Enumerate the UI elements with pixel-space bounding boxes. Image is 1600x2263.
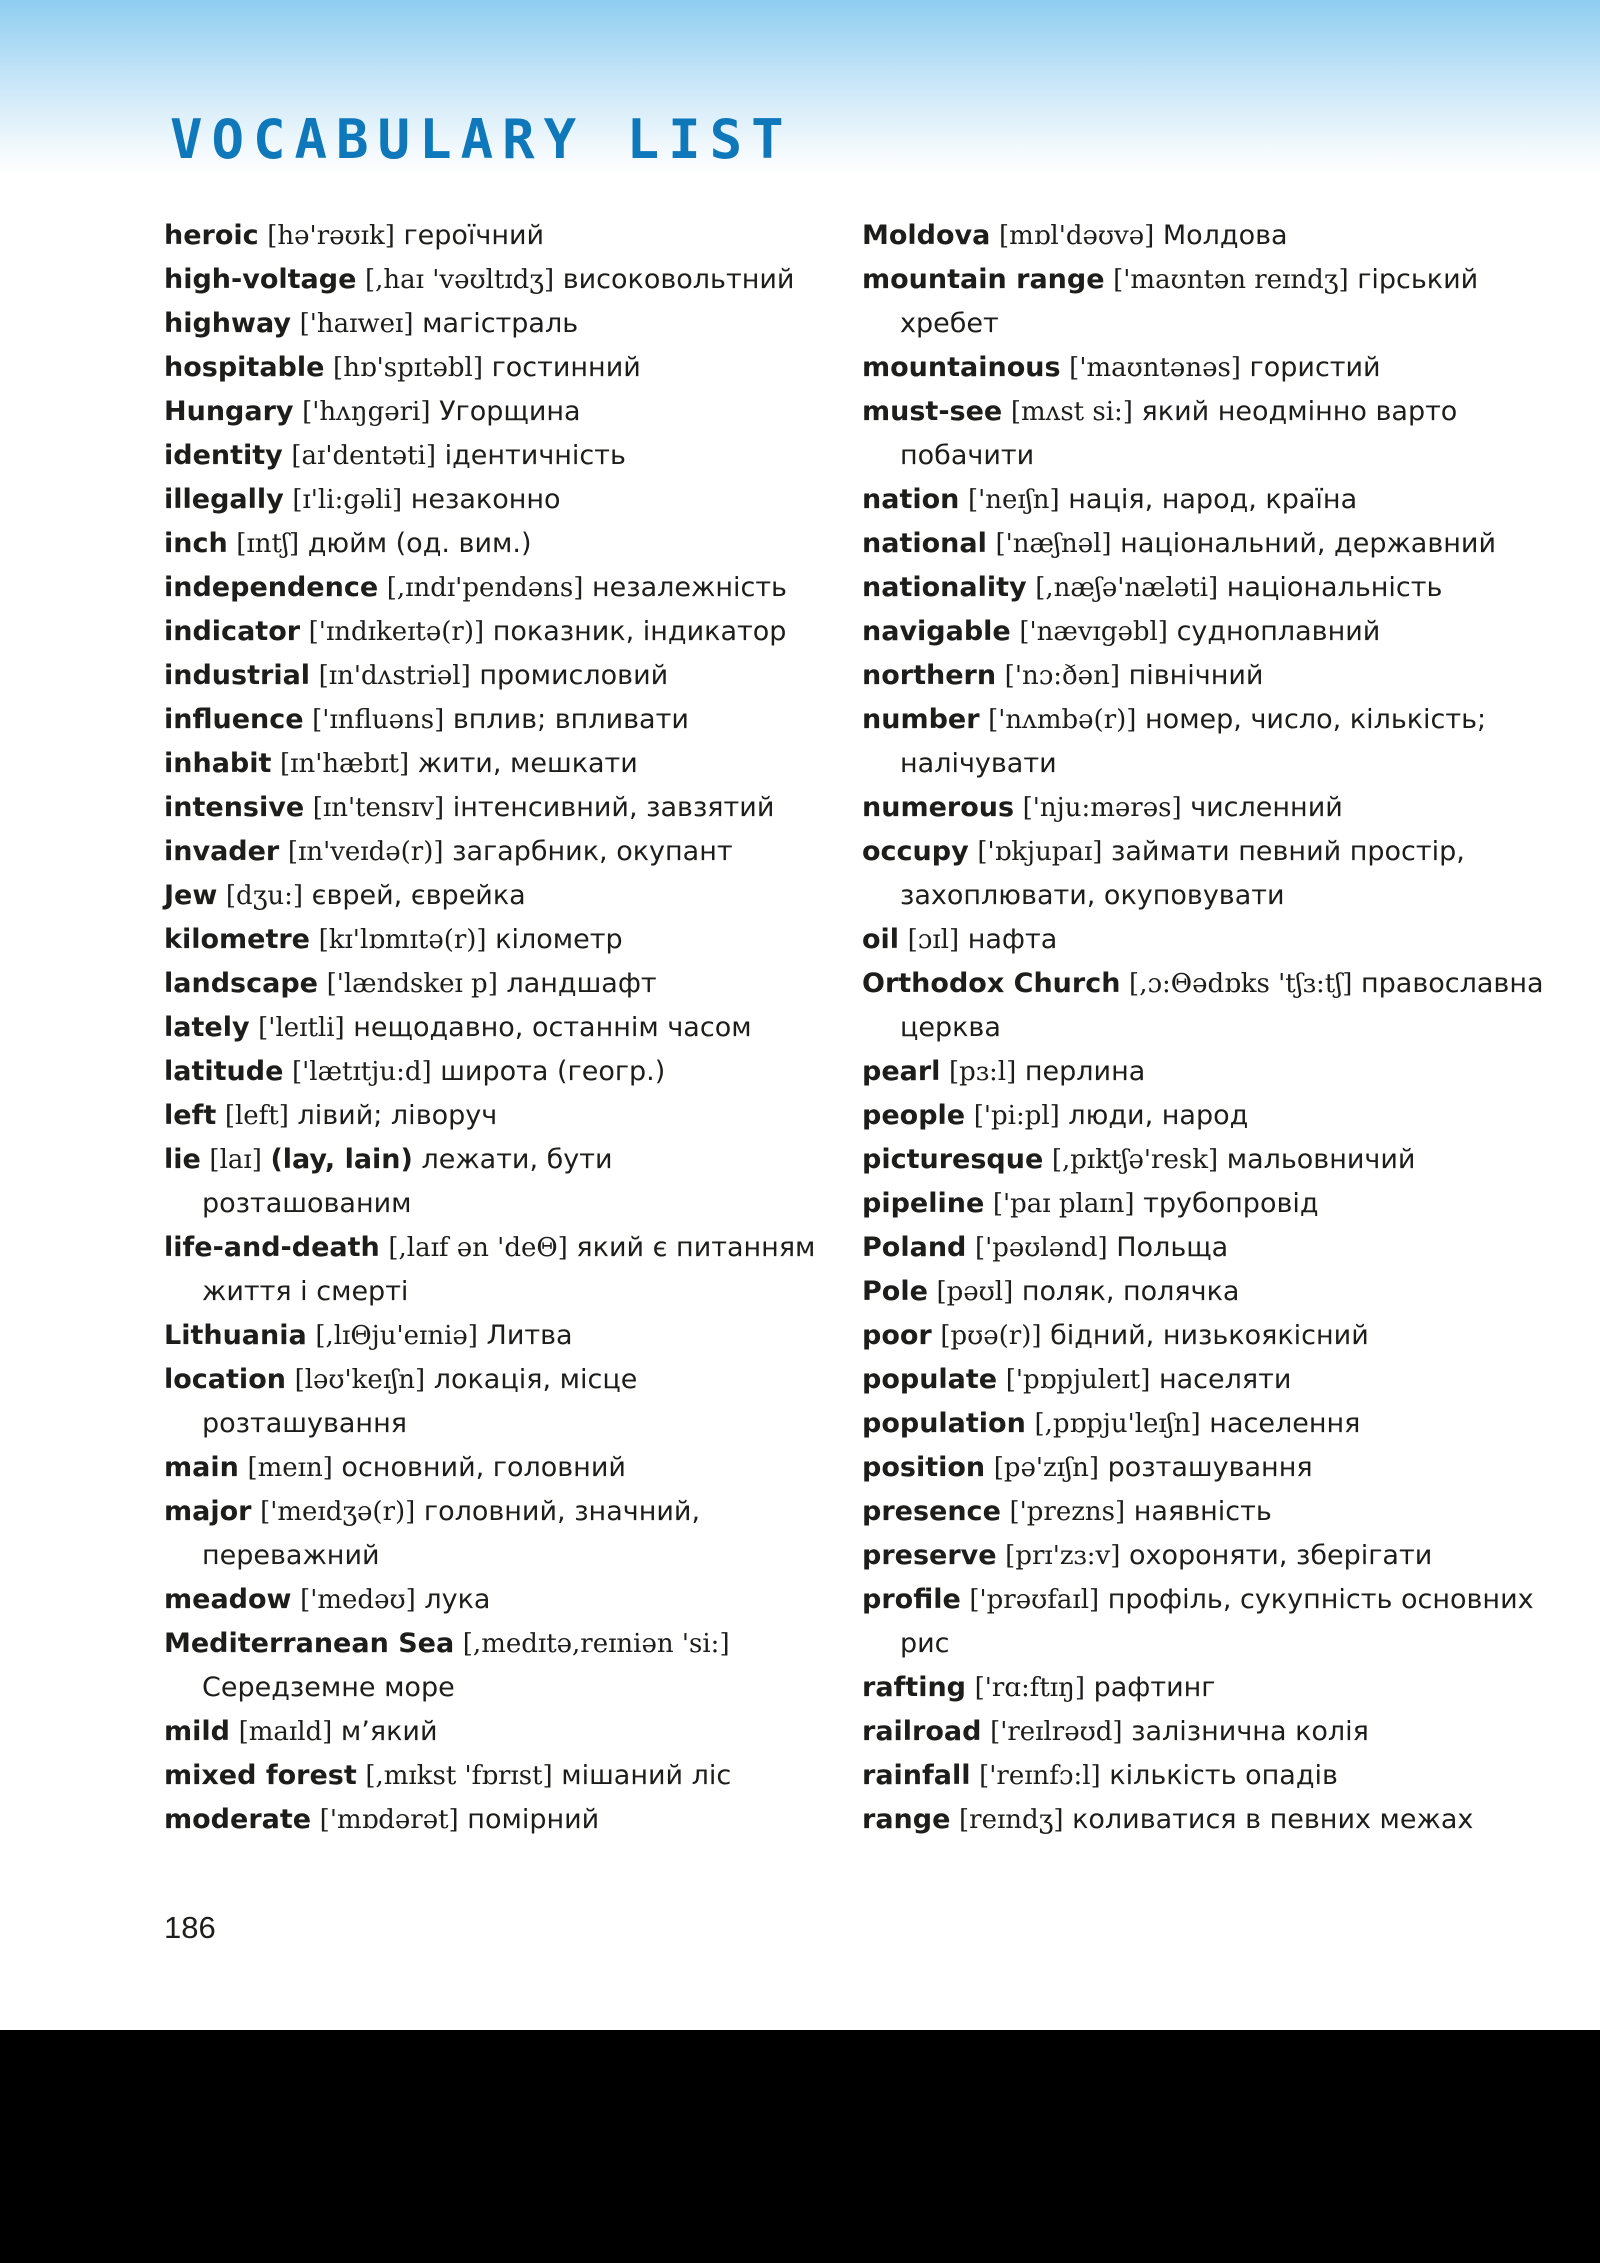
vocabulary-entry xyxy=(862,390,1562,478)
vocabulary-entry xyxy=(862,346,1562,390)
entry-transcription: ['nju:mərəs] xyxy=(1022,793,1182,823)
entry-translation: нація, народ, країна xyxy=(1068,484,1358,515)
vocabulary-entry xyxy=(164,522,824,566)
vocabulary-entry xyxy=(164,258,824,302)
entry-transcription: ['prəʊfaɪl] xyxy=(969,1585,1100,1615)
entry-translation: мальовничий xyxy=(1226,1144,1416,1175)
vocabulary-entry xyxy=(862,1402,1562,1446)
entry-transcription: [aɪ'dentəti] xyxy=(291,441,437,471)
vocabulary-entry xyxy=(862,610,1562,654)
entry-word: Moldova xyxy=(862,220,991,251)
entry-transcription: [ɔɪl] xyxy=(907,925,960,955)
entry-word: left xyxy=(164,1100,217,1131)
entry-translation: який є питанням життя і смерті xyxy=(202,1232,816,1307)
vocabulary-entry xyxy=(164,654,824,698)
entry-translation: широта (геогр.) xyxy=(440,1056,666,1087)
vocabulary-entry xyxy=(164,566,824,610)
vocabulary-entry xyxy=(862,786,1562,830)
vocabulary-entry xyxy=(164,1226,824,1314)
entry-word: heroic xyxy=(164,220,259,251)
entry-word: independence xyxy=(164,572,379,603)
entry-transcription: [,pɪktʃə'resk] xyxy=(1051,1145,1219,1175)
entry-word: populate xyxy=(862,1364,998,1395)
entry-word: pipeline xyxy=(862,1188,985,1219)
entry-transcription: ['ɒkjupaɪ] xyxy=(977,837,1103,867)
entry-word: northern xyxy=(862,660,997,691)
entry-word: lately xyxy=(164,1012,250,1043)
entry-translation: національний, державний xyxy=(1120,528,1496,559)
vocabulary-entry xyxy=(862,1226,1562,1270)
entry-word: industrial xyxy=(164,660,311,691)
entry-transcription: ['pi:pl] xyxy=(973,1101,1060,1131)
entry-word: landscape xyxy=(164,968,318,999)
entry-word: latitude xyxy=(164,1056,284,1087)
entry-translation: Угорщина xyxy=(439,396,581,427)
entry-word: hospitable xyxy=(164,352,325,383)
vocabulary-entry xyxy=(164,1094,824,1138)
entry-translation: залізнична колія xyxy=(1131,1716,1369,1747)
vocabulary-entry xyxy=(164,1710,824,1754)
entry-translation: православна церква xyxy=(900,968,1544,1043)
entry-word: nationality xyxy=(862,572,1027,603)
vocabulary-entry xyxy=(164,346,824,390)
entry-word: identity xyxy=(164,440,283,471)
entry-transcription: [,pɒpju'leɪʃn] xyxy=(1034,1409,1201,1439)
entry-word: influence xyxy=(164,704,304,735)
vocabulary-entry xyxy=(862,258,1562,346)
vocabulary-entry xyxy=(164,390,824,434)
entry-word: meadow xyxy=(164,1584,292,1615)
entry-translation: Молдова xyxy=(1162,220,1288,251)
vocabulary-entry xyxy=(164,918,824,962)
entry-translation: помірний xyxy=(467,1804,600,1835)
vocabulary-column-right xyxy=(862,214,1562,1842)
entry-translation: незалежність xyxy=(591,572,787,603)
vocabulary-entry xyxy=(862,1358,1562,1402)
entry-word: kilometre xyxy=(164,924,310,955)
entry-transcription: [ɪn'hæbɪt] xyxy=(280,749,410,779)
entry-transcription: [,ɪndɪ'pendəns] xyxy=(386,573,584,603)
vocabulary-entry xyxy=(862,1314,1562,1358)
entry-word: pearl xyxy=(862,1056,941,1087)
entry-word: national xyxy=(862,528,987,559)
entry-transcription: [dʒu:] xyxy=(225,881,304,911)
vocabulary-entry xyxy=(862,830,1562,918)
vocabulary-entry xyxy=(164,1490,824,1578)
entry-translation: наявність xyxy=(1133,1496,1272,1527)
entry-translation: героїчний xyxy=(403,220,545,251)
vocabulary-entry xyxy=(862,1710,1562,1754)
entry-transcription: [pɜ:l] xyxy=(949,1057,1017,1087)
entry-word: Lithuania xyxy=(164,1320,307,1351)
entry-word: rafting xyxy=(862,1672,966,1703)
vocabulary-entry xyxy=(164,1006,824,1050)
entry-word: must-see xyxy=(862,396,1003,427)
entry-transcription: ['lændskeɪ p] xyxy=(326,969,498,999)
vocabulary-column-left xyxy=(164,214,824,1842)
entry-word: Orthodox Church xyxy=(862,968,1121,999)
entry-transcription: ['medəʊ] xyxy=(300,1585,416,1615)
vocabulary-entry xyxy=(164,786,824,830)
entry-transcription: [pəʊl] xyxy=(936,1277,1014,1307)
vocabulary-entry xyxy=(862,1578,1562,1666)
vocabulary-entry xyxy=(164,1798,824,1842)
entry-translation: Литва xyxy=(486,1320,573,1351)
entry-transcription: [meɪn] xyxy=(247,1453,333,1483)
vocabulary-entry xyxy=(862,1798,1562,1842)
vocabulary-entry xyxy=(164,434,824,478)
entry-transcription: ['næʃnəl] xyxy=(995,529,1112,559)
vocabulary-entry xyxy=(164,1578,824,1622)
entry-translation: рафтинг xyxy=(1093,1672,1216,1703)
entry-transcription: [,lɪΘju'eɪniə] xyxy=(315,1321,478,1351)
entry-transcription: ['neɪʃn] xyxy=(967,485,1060,515)
entry-translation: ландшафт xyxy=(506,968,657,999)
entry-word: high-voltage xyxy=(164,264,357,295)
entry-word: picturesque xyxy=(862,1144,1044,1175)
entry-word: inch xyxy=(164,528,228,559)
entry-translation: кількість опадів xyxy=(1109,1760,1338,1791)
entry-translation: локація, місце розташування xyxy=(202,1364,638,1439)
entry-transcription: ['nɔ:ðən] xyxy=(1004,661,1120,691)
entry-transcription: [ɪn'veɪdə(r)] xyxy=(287,837,444,867)
entry-transcription: ['ɪndɪkeɪtə(r)] xyxy=(308,617,485,647)
entry-translation: магістраль xyxy=(422,308,579,339)
entry-word: Mediterranean Sea xyxy=(164,1628,455,1659)
entry-translation: Середземне море xyxy=(202,1672,455,1703)
entry-transcription: ['rɑ:ftɪŋ] xyxy=(974,1673,1085,1703)
page-title: VOCABULARY LIST xyxy=(170,108,793,171)
entry-word: intensive xyxy=(164,792,305,823)
entry-transcription: [,mɪkst 'fɒrɪst] xyxy=(365,1761,553,1791)
entry-translation: профіль, сукупність основних рис xyxy=(900,1584,1534,1659)
entry-translation: показник, індикатор xyxy=(492,616,787,647)
entry-translation: промисловий xyxy=(479,660,669,691)
entry-word: profile xyxy=(862,1584,961,1615)
vocabulary-entry xyxy=(862,1182,1562,1226)
entry-translation: численний xyxy=(1190,792,1343,823)
entry-word: indicator xyxy=(164,616,301,647)
entry-transcription: [ɪntʃ] xyxy=(236,529,300,559)
entry-word: Pole xyxy=(862,1276,928,1307)
entry-transcription: [,medɪtə,reɪniən 'si:] xyxy=(462,1629,730,1659)
entry-translation: національність xyxy=(1226,572,1443,603)
entry-transcription: [prɪ'zɜ:v] xyxy=(1005,1541,1121,1571)
entry-translation: північний xyxy=(1128,660,1264,691)
vocabulary-entry xyxy=(164,742,824,786)
entry-translation: лежати, бути розташованим xyxy=(202,1144,613,1219)
entry-word: Poland xyxy=(862,1232,967,1263)
entry-word: lie xyxy=(164,1144,201,1175)
vocabulary-entry xyxy=(164,1754,824,1798)
entry-transcription: [pə'zɪʃn] xyxy=(993,1453,1100,1483)
vocabulary-entry xyxy=(862,566,1562,610)
vocabulary-entry xyxy=(862,654,1562,698)
entry-translation: номер, число, кількість; налічувати xyxy=(900,704,1487,779)
entry-word: location xyxy=(164,1364,286,1395)
entry-translation: трубопровід xyxy=(1143,1188,1319,1219)
entry-word: Hungary xyxy=(164,396,294,427)
entry-translation: нафта xyxy=(967,924,1058,955)
vocabulary-entry xyxy=(862,478,1562,522)
entry-word: population xyxy=(862,1408,1026,1439)
vocabulary-entry xyxy=(164,610,824,654)
entry-transcription: [reɪndʒ] xyxy=(959,1805,1064,1835)
entry-transcription: [pʊə(r)] xyxy=(940,1321,1042,1351)
entry-transcription: [mɒl'dəʊvə] xyxy=(998,221,1155,251)
vocabulary-entry xyxy=(862,1534,1562,1578)
entry-grammar-forms: (lay, lain) xyxy=(270,1144,413,1175)
entry-translation: судноплавний xyxy=(1176,616,1381,647)
entry-transcription: ['ɪnfluəns] xyxy=(312,705,445,735)
entry-word: inhabit xyxy=(164,748,272,779)
entry-translation: ідентичність xyxy=(444,440,626,471)
entry-word: railroad xyxy=(862,1716,982,1747)
entry-transcription: [laɪ] xyxy=(209,1145,262,1175)
vocabulary-entry xyxy=(164,962,824,1006)
entry-transcription: ['hʌŋgəri] xyxy=(302,397,431,427)
vocabulary-entry xyxy=(164,698,824,742)
entry-transcription: ['reɪnfɔ:l] xyxy=(979,1761,1101,1791)
entry-word: numerous xyxy=(862,792,1015,823)
entry-word: rainfall xyxy=(862,1760,971,1791)
entry-word: range xyxy=(862,1804,951,1835)
entry-word: major xyxy=(164,1496,252,1527)
entry-word: number xyxy=(862,704,980,735)
entry-word: invader xyxy=(164,836,280,867)
entry-word: mixed forest xyxy=(164,1760,357,1791)
entry-transcription: [hɒ'spɪtəbl] xyxy=(333,353,483,383)
vocabulary-entry xyxy=(164,830,824,874)
vocabulary-entry xyxy=(164,214,824,258)
entry-word: nation xyxy=(862,484,960,515)
entry-translation: загарбник, окупант xyxy=(452,836,733,867)
entry-word: position xyxy=(862,1452,986,1483)
entry-translation: охороняти, зберігати xyxy=(1128,1540,1433,1571)
vocabulary-entry xyxy=(164,1050,824,1094)
entry-transcription: ['nævɪgəbl] xyxy=(1019,617,1168,647)
vocabulary-entry xyxy=(862,1050,1562,1094)
entry-transcription: [ɪ'li:gəli] xyxy=(292,485,403,515)
entry-translation: основний, головний xyxy=(341,1452,626,1483)
vocabulary-entry xyxy=(164,1138,824,1226)
vocabulary-entry xyxy=(164,1314,824,1358)
entry-transcription: [ɪn'tensɪv] xyxy=(312,793,445,823)
entry-word: highway xyxy=(164,308,291,339)
entry-translation: гористий xyxy=(1249,352,1381,383)
entry-word: mild xyxy=(164,1716,230,1747)
entry-transcription: [,haɪ 'vəʊltɪdʒ] xyxy=(365,265,555,295)
entry-translation: перлина xyxy=(1024,1056,1146,1087)
vocabulary-entry xyxy=(862,698,1562,786)
vocabulary-entry xyxy=(164,302,824,346)
entry-transcription: ['paɪ plaɪn] xyxy=(992,1189,1135,1219)
entry-translation: мішаний ліс xyxy=(561,1760,732,1791)
entry-transcription: ['leɪtli] xyxy=(258,1013,345,1043)
vocabulary-entry xyxy=(164,874,824,918)
entry-transcription: ['maʊntən reɪndʒ] xyxy=(1113,265,1349,295)
vocabulary-entry xyxy=(164,478,824,522)
entry-translation: розташування xyxy=(1107,1452,1313,1483)
entry-word: moderate xyxy=(164,1804,312,1835)
vocabulary-entry xyxy=(862,1754,1562,1798)
entry-translation: лівий; ліворуч xyxy=(297,1100,498,1131)
entry-translation: поляк, полячка xyxy=(1021,1276,1240,1307)
entry-transcription: [mʌst si:] xyxy=(1010,397,1133,427)
entry-transcription: [kɪ'lɒmɪtə(r)] xyxy=(318,925,487,955)
entry-word: presence xyxy=(862,1496,1001,1527)
entry-transcription: [,ɔ:Θədɒks 'tʃɜ:tʃ] xyxy=(1129,969,1353,999)
entry-word: mountainous xyxy=(862,352,1061,383)
entry-word: oil xyxy=(862,924,900,955)
vocabulary-entry xyxy=(164,1358,824,1446)
entry-word: Jew xyxy=(164,880,218,911)
vocabulary-entry xyxy=(862,1094,1562,1138)
vocabulary-entry xyxy=(862,1138,1562,1182)
entry-word: poor xyxy=(862,1320,932,1351)
entry-word: people xyxy=(862,1100,966,1131)
entry-translation: займати певний простір, захоплювати, окуповувати xyxy=(900,836,1465,911)
entry-transcription: ['lætɪtju:d] xyxy=(292,1057,432,1087)
entry-translation: населення xyxy=(1209,1408,1361,1439)
vocabulary-entry xyxy=(862,1490,1562,1534)
entry-translation: м’який xyxy=(340,1716,438,1747)
entry-transcription: [,næʃə'næləti] xyxy=(1035,573,1219,603)
vocabulary-entry xyxy=(862,1446,1562,1490)
entry-translation: кілометр xyxy=(495,924,623,955)
entry-word: navigable xyxy=(862,616,1011,647)
vocabulary-entry xyxy=(862,214,1562,258)
entry-translation: гостинний xyxy=(491,352,641,383)
entry-transcription: ['prezns] xyxy=(1009,1497,1126,1527)
entry-translation: незаконно xyxy=(410,484,561,515)
entry-transcription: ['mɒdərət] xyxy=(319,1805,459,1835)
entry-transcription: [ləʊ'keɪʃn] xyxy=(294,1365,426,1395)
entry-translation: єврей, єврейка xyxy=(311,880,526,911)
entry-transcription: ['maʊntənəs] xyxy=(1069,353,1241,383)
vocabulary-entry xyxy=(862,1270,1562,1314)
entry-word: main xyxy=(164,1452,239,1483)
entry-word: preserve xyxy=(862,1540,997,1571)
entry-word: life-and-death xyxy=(164,1232,380,1263)
entry-translation: Польща xyxy=(1116,1232,1229,1263)
entry-transcription: ['pɒpjuleɪt] xyxy=(1005,1365,1151,1395)
vocabulary-entry xyxy=(164,1622,824,1710)
entry-transcription: [left] xyxy=(224,1101,289,1131)
entry-translation: нещодавно, останнім часом xyxy=(353,1012,752,1043)
entry-translation: люди, народ xyxy=(1068,1100,1249,1131)
page-number: 186 xyxy=(164,1910,216,1945)
entry-translation: головний, значний, переважний xyxy=(202,1496,701,1571)
entry-translation: населяти xyxy=(1158,1364,1292,1395)
entry-word: mountain range xyxy=(862,264,1105,295)
entry-transcription: ['nʌmbə(r)] xyxy=(988,705,1137,735)
entry-transcription: ['meɪdʒə(r)] xyxy=(260,1497,416,1527)
entry-translation: жити, мешкати xyxy=(417,748,638,779)
vocabulary-entry xyxy=(164,1446,824,1490)
entry-translation: вплив; впливати xyxy=(452,704,689,735)
entry-translation: коливатися в певних межах xyxy=(1072,1804,1474,1835)
vocabulary-entry xyxy=(862,522,1562,566)
entry-translation: бідний, низькоякісний xyxy=(1050,1320,1369,1351)
entry-transcription: ['pəʊlənd] xyxy=(974,1233,1108,1263)
entry-translation: інтенсивний, завзятий xyxy=(452,792,775,823)
entry-translation: лука xyxy=(424,1584,491,1615)
entry-transcription: ['haɪweɪ] xyxy=(299,309,414,339)
entry-transcription: [maɪld] xyxy=(238,1717,333,1747)
entry-translation: дюйм (од. вим.) xyxy=(307,528,532,559)
vocabulary-entry xyxy=(862,962,1562,1050)
entry-transcription: [hə'rəʊɪk] xyxy=(267,221,395,251)
vocabulary-entry xyxy=(862,918,1562,962)
entry-transcription: [ɪn'dʌstriəl] xyxy=(318,661,471,691)
entry-translation: який неодмінно варто побачити xyxy=(900,396,1458,471)
entry-word: illegally xyxy=(164,484,284,515)
entry-translation: гірський хребет xyxy=(900,264,1479,339)
entry-transcription: ['reɪlrəʊd] xyxy=(990,1717,1123,1747)
vocabulary-entry xyxy=(862,1666,1562,1710)
entry-transcription: [,laɪf ən 'deΘ] xyxy=(388,1233,568,1263)
entry-word: occupy xyxy=(862,836,969,867)
entry-translation: високовольтний xyxy=(562,264,795,295)
